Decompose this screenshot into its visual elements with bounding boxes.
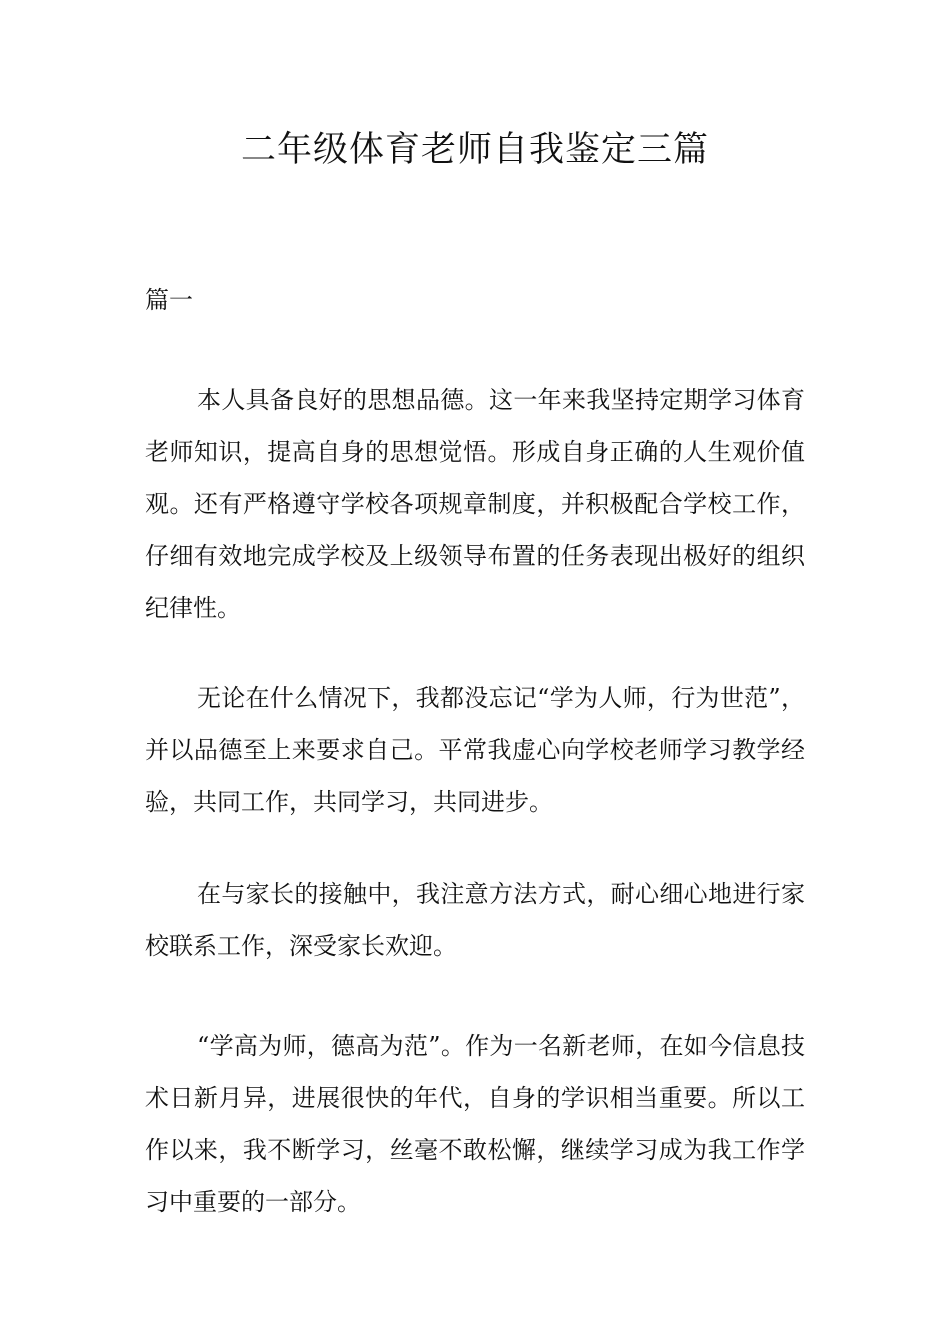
paragraph-3: 在与家长的接触中，我注意方法方式，耐心细心地进行家校联系工作，深受家长欢迎。 xyxy=(145,880,805,960)
document-title: 二年级体育老师自我鉴定三篇 xyxy=(240,130,709,170)
paragraph-1: 本人具备良好的思想品德。这一年来我坚持定期学习体育老师知识，提高自身的思想觉悟。形成自身正确的人生观价值观。还有严格遵守学校各项规章制度，并积极配合学校工作，仔细有效地完成学校及上级领导布置的任务表现出极好的组织纪律性。 xyxy=(145,386,805,622)
paragraph-4: “学高为师，德高为范”。作为一名新老师，在如今信息技术日新月异，进展很快的年代，自身的学识相当重要。所以工作以来，我不断学习，丝毫不敢松懈，继续学习成为我工作学习中重要的一部分。 xyxy=(145,1032,805,1216)
paragraph-2: 无论在什么情况下，我都没忘记“学为人师，行为世范”，并以品德至上来要求自己。平常我虚心向学校老师学习教学经验，共同工作，共同学习，共同进步。 xyxy=(145,684,805,816)
section-label: 篇一 xyxy=(145,286,193,314)
